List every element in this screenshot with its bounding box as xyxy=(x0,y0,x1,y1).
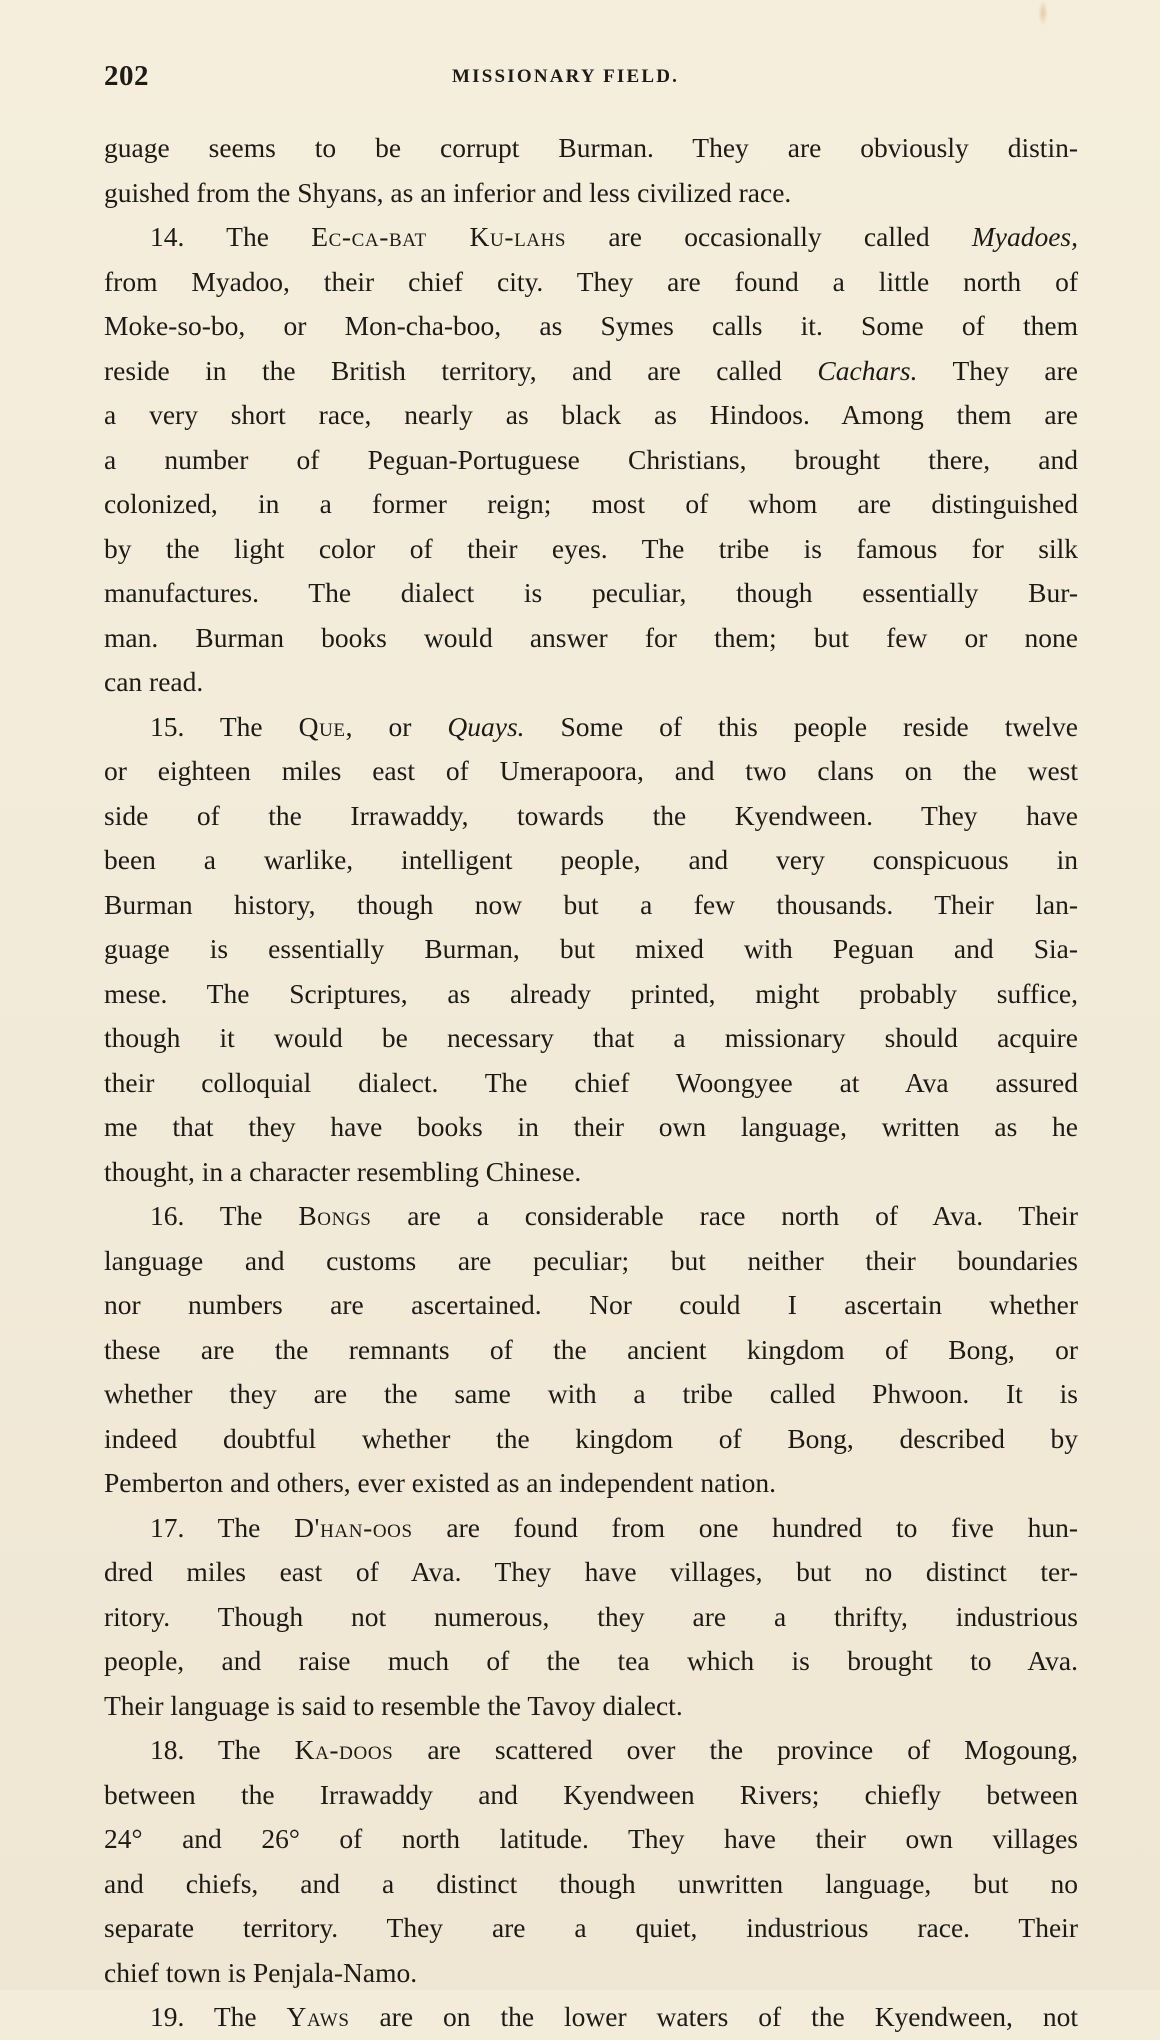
text-run: side of the Irrawaddy, towards the Kyendween. They have xyxy=(104,799,1078,831)
text-line xyxy=(104,1506,1078,1551)
text-run: chief town is Penjala-Namo. xyxy=(104,1956,418,1988)
text-run: are occasionally called xyxy=(566,221,972,252)
text-line xyxy=(104,838,1078,883)
text-line xyxy=(104,927,1078,972)
text-run: their colloquial dialect. The chief Woongyee at Ava assured xyxy=(104,1066,1078,1098)
text-run: , or xyxy=(345,710,448,742)
text-line xyxy=(104,1817,1078,1862)
body-text xyxy=(104,126,1078,2040)
text-line xyxy=(104,749,1078,794)
text-line xyxy=(104,1461,1078,1506)
text-run: reside in the British territory, and are called xyxy=(104,354,818,386)
text-line xyxy=(104,660,1078,705)
text-line xyxy=(104,1194,1078,1239)
text-run: or eighteen miles east of Umerapoora, and two clans on the west xyxy=(104,755,1078,786)
text-run: nor numbers are ascertained. Nor could I ascertain whether xyxy=(104,1289,1078,1320)
text-line xyxy=(104,1951,1078,1996)
text-run: 18. The xyxy=(150,1734,295,1765)
text-run: man. Burman books would answer for them; but few or none xyxy=(104,621,1078,653)
text-run: Pemberton and others, ever existed as an independent nation. xyxy=(104,1467,777,1498)
text-line xyxy=(104,1906,1078,1951)
text-line xyxy=(104,972,1078,1017)
text-run: colonized, in a former reign; most of whom are distinguished xyxy=(104,488,1078,519)
text-line xyxy=(104,1862,1078,1907)
text-run: manufactures. The dialect is peculiar, though essentially Bur- xyxy=(104,577,1078,608)
text-line xyxy=(104,1283,1078,1328)
text-run: are scattered over the province of Mogoung, xyxy=(393,1734,1078,1765)
text-run: guage is essentially Burman, but mixed with Peguan and Sia- xyxy=(104,933,1078,964)
text-line xyxy=(104,1016,1078,1061)
text-line xyxy=(104,794,1078,839)
text-line xyxy=(104,616,1078,661)
text-line xyxy=(104,171,1078,216)
text-line xyxy=(104,393,1078,438)
page-number: 202 xyxy=(104,60,149,92)
paper-stain xyxy=(1038,0,1048,26)
text-run: 19. The xyxy=(150,2001,287,2032)
text-run: whether they are the same with a tribe called Phwoon. It is xyxy=(104,1378,1078,1409)
tribe-name: Ka-doos xyxy=(294,1734,394,1765)
text-line xyxy=(104,1417,1078,1462)
text-run: Moke-so-bo, or Mon-cha-boo, as Symes calls it. Some of them xyxy=(104,310,1078,341)
text-line xyxy=(104,1105,1078,1150)
text-line xyxy=(104,1328,1078,1373)
text-line xyxy=(104,1639,1078,1684)
text-run: a very short race, nearly as black as Hindoos. Among them are xyxy=(104,399,1078,430)
text-run: can read. xyxy=(104,666,204,697)
text-run: 16. The xyxy=(150,1200,299,1231)
tribe-name: Bongs xyxy=(298,1200,372,1231)
text-run: been a warlike, intelligent people, and very conspicuous in xyxy=(104,844,1078,875)
text-line xyxy=(104,705,1078,750)
text-run: 24° and 26° of north latitude. They have their own villages xyxy=(104,1823,1078,1854)
text-run: though it would be necessary that a missionary should acquire xyxy=(104,1022,1078,1053)
text-run: Burman history, though now but a few thousands. Their lan- xyxy=(104,888,1078,920)
text-run: me that they have books in their own language, written as he xyxy=(104,1111,1078,1142)
text-run: by the light color of their eyes. The tribe is famous for silk xyxy=(104,532,1078,564)
text-line xyxy=(104,304,1078,349)
text-run: They are xyxy=(917,354,1079,386)
text-line xyxy=(104,883,1078,928)
tribe-name: Que xyxy=(298,710,346,742)
text-run: are a considerable race north of Ava. Their xyxy=(371,1200,1078,1231)
text-line xyxy=(104,260,1078,305)
text-run: Their language is said to resemble the Tavoy dialect. xyxy=(104,1689,683,1721)
text-line xyxy=(104,1728,1078,1773)
text-run: 17. The xyxy=(150,1511,295,1543)
text-line xyxy=(104,1684,1078,1729)
text-run: from Myadoo, their chief city. They are found a little north of xyxy=(104,265,1078,297)
text-run: language and customs are peculiar; but neither their boundaries xyxy=(104,1244,1078,1276)
text-run: guished from the Shyans, as an inferior and less civilized race. xyxy=(104,176,792,208)
text-run: indeed doubtful whether the kingdom of Bong, described by xyxy=(104,1422,1078,1454)
text-line xyxy=(104,482,1078,527)
text-line xyxy=(104,1995,1078,2040)
page-header xyxy=(104,60,1084,100)
text-line xyxy=(104,438,1078,483)
text-run: and chiefs, and a distinct though unwritten language, but no xyxy=(104,1867,1078,1899)
text-line xyxy=(104,215,1078,260)
text-run: mese. The Scriptures, as already printed, might probably suffice, xyxy=(104,977,1078,1009)
text-line xyxy=(104,1773,1078,1818)
text-run: dred miles east of Ava. They have villages, but no distinct ter- xyxy=(104,1556,1078,1587)
text-run: Some of this people reside twelve xyxy=(524,710,1078,742)
text-run: are on the lower waters of the Kyendween, not xyxy=(349,2001,1078,2032)
text-line xyxy=(104,1061,1078,1106)
italic-term: Quays. xyxy=(447,710,525,742)
text-run: ritory. Though not numerous, they are a thrifty, industrious xyxy=(104,1600,1078,1632)
text-line xyxy=(104,1150,1078,1195)
tribe-name: Yaws xyxy=(286,2001,350,2032)
text-line xyxy=(104,571,1078,616)
text-line xyxy=(104,1372,1078,1417)
text-run: guage seems to be corrupt Burman. They are obviously distin- xyxy=(104,132,1078,163)
tribe-name: D'han-oos xyxy=(294,1511,413,1543)
running-head: MISSIONARY FIELD. xyxy=(452,66,680,87)
text-line xyxy=(104,126,1078,171)
text-run: 14. The xyxy=(150,221,312,252)
text-run: thought, in a character resembling Chinese. xyxy=(104,1155,582,1187)
tribe-name: Ec-ca-bat Ku-lahs xyxy=(311,221,567,252)
text-run: people, and raise much of the tea which is brought to Ava. xyxy=(104,1645,1078,1676)
text-line xyxy=(104,1239,1078,1284)
italic-term: Cachars. xyxy=(817,354,918,386)
text-line xyxy=(104,349,1078,394)
text-line xyxy=(104,1550,1078,1595)
text-line xyxy=(104,527,1078,572)
text-run: between the Irrawaddy and Kyendween Rivers; chiefly between xyxy=(104,1778,1078,1810)
text-run: these are the remnants of the ancient kingdom of Bong, or xyxy=(104,1333,1078,1365)
italic-term: Myadoes, xyxy=(971,221,1078,252)
text-run: 15. The xyxy=(150,710,299,742)
text-run: separate territory. They are a quiet, industrious race. Their xyxy=(104,1912,1078,1943)
text-run: a number of Peguan-Portuguese Christians, brought there, and xyxy=(104,443,1078,475)
text-run: are found from one hundred to five hun- xyxy=(412,1511,1078,1543)
text-line xyxy=(104,1595,1078,1640)
